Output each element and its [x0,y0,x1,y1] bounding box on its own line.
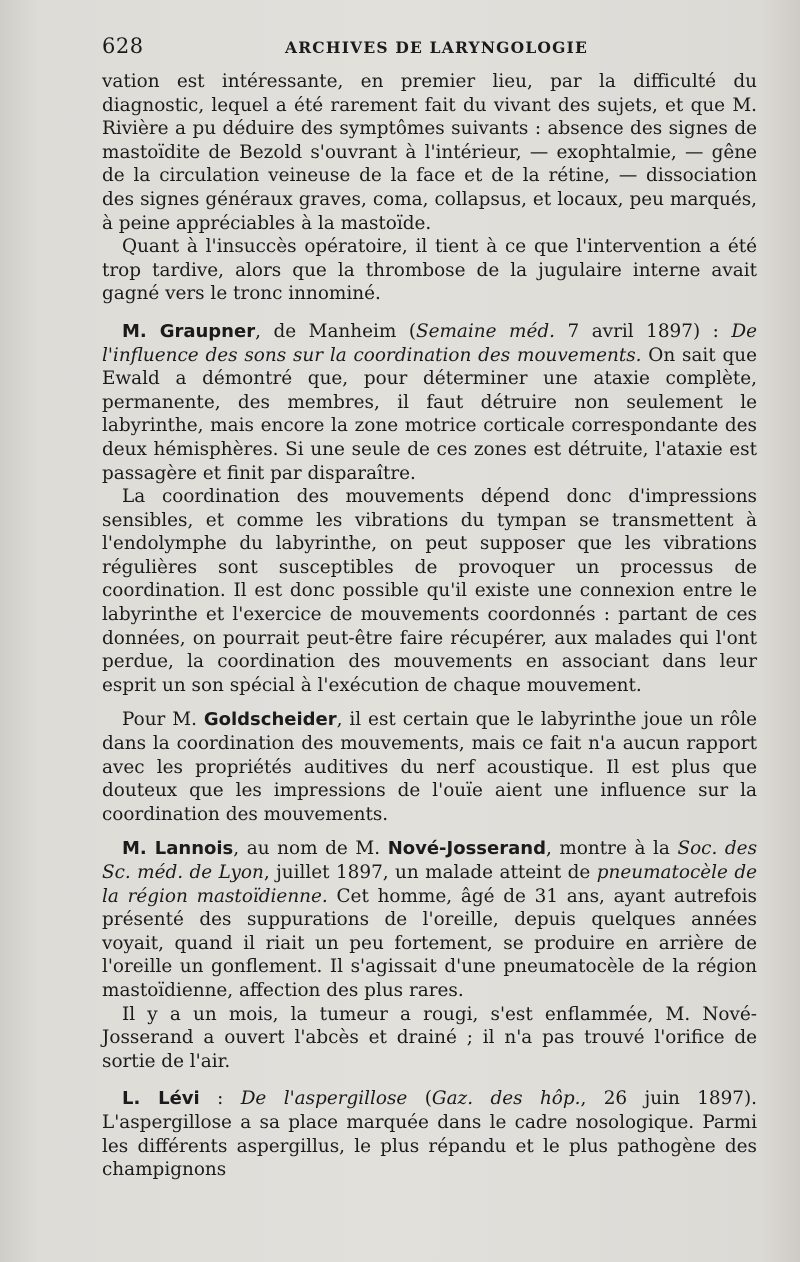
paragraph-levi: L. Lévi : De l'aspergillose (Gaz. des hôp., 26 juin 1897). L'aspergillose a sa place marquée dans le cadre nosologique. Parmi les différents aspergillus, le plus répandu et le plus pathogène des champignons [102,1088,758,1181]
body-text [102,70,757,1182]
page-header [102,34,757,62]
running-title: ARCHIVES DE LARYNGOLOGIE [285,38,589,57]
paragraph-tumeur: Il y a un mois, la tumeur a rougi, s'est enflammée, M. Nové-Josserand a ouvert l'abcès et drainé ; il n'a pas trouvé l'orifice de sortie de l'air. [102,1003,757,1072]
paragraph-lannois: M. Lannois, au nom de M. Nové-Josserand, montre à la Soc. des Sc. méd. de Lyon, juillet 1897, un malade atteint de pneumatocèle de la région mastoïdienne. Cet homme, âgé de 31 ans, ayant autrefois présenté des suppurations de l'oreille, depuis quelques années voyait, quand il riait un peu fortement, se produire en arrière de l'oreille un gonflement. Il s'agissait d'une pneumatocèle de la région mastoïdienne, affection des plus rares. [102,838,758,1001]
article-title: De l'aspergillose [240,1088,408,1110]
journal-citation: Gaz. des hôp. [431,1088,581,1110]
paragraph-continuation: vation est intéressante, en premier lieu, par la difficulté du diagnostic, lequel a été rarement fait du vivant des sujets, et que M. Rivière a pu déduire des symptômes suivants : absence des signes de mastoïdite de Bezold s'ouvrant à l'intérieur, — exophtalmie, — gêne de la circulation veineuse de la face et de la rétine, — dissociation des signes généraux graves, coma, collapsus, et locaux, peu marqués, à peine appréciables à la mastoïde. [102,71,757,234]
paragraph-coordination: La coordination des mouvements dépend donc d'impressions sensibles, et comme les vibrations du tympan se transmettent à l'endolymphe du labyrinthe, on peut supposer que les vibrations régulières sont susceptibles de provoquer un processus de coordination. Il est donc possible qu'il existe une connexion entre le labyrinthe et l'exercice de mouvements coordonnés : partant de ces données, on pourrait peut-être faire récupérer, aux malades qui l'ont perdue, la coordination des mouvements en associant dans leur esprit un son spécial à l'exécution de chaque mouvement. [102,486,757,696]
paragraph-operative-failure: Quant à l'insuccès opératoire, il tient à ce que l'intervention a été trop tardive, alors que la thrombose de la jugulaire interne avait gagné vers le tronc innominé. [102,236,757,305]
author-name: Nové-Josserand [387,838,546,860]
page-number: 628 [102,34,144,58]
author-name: M. Lannois [122,838,234,860]
journal-citation: Soc. des Sc. méd. de Lyon [102,838,758,883]
paragraph-goldscheider: Pour M. Goldscheider, il est certain que le labyrinthe joue un rôle dans la coordination des mouvements, mais ce fait n'a aucun rapport avec les propriétés auditives du nerf acoustique. Il est plus que douteux que les impressions de l'ouïe aient une influence sur la coordination des mouvements. [102,709,757,825]
journal-citation: Semaine méd. [416,320,555,342]
article-title: pneumatocèle de la région mastoïdienne. [102,862,757,907]
paragraph-graupner: M. Graupner, de Manheim (Semaine méd. 7 avril 1897) : De l'influence des sons sur la coordination des mouvements. On sait que Ewald a démontré que, pour déterminer une ataxie complète, permanente, des membres, il faut détruire non seulement le labyrinthe, mais encore la zone motrice corticale correspondante des deux hémisphères. Si une seule de ces zones est détruite, l'ataxie est passagère et finit par disparaître. [102,320,757,484]
author-name: L. Lévi [122,1088,200,1110]
article-title: De l'influence des sons sur la coordination des mouvements. [102,320,757,366]
author-name: M. Graupner [122,320,256,342]
author-name: Goldscheider [203,709,337,731]
